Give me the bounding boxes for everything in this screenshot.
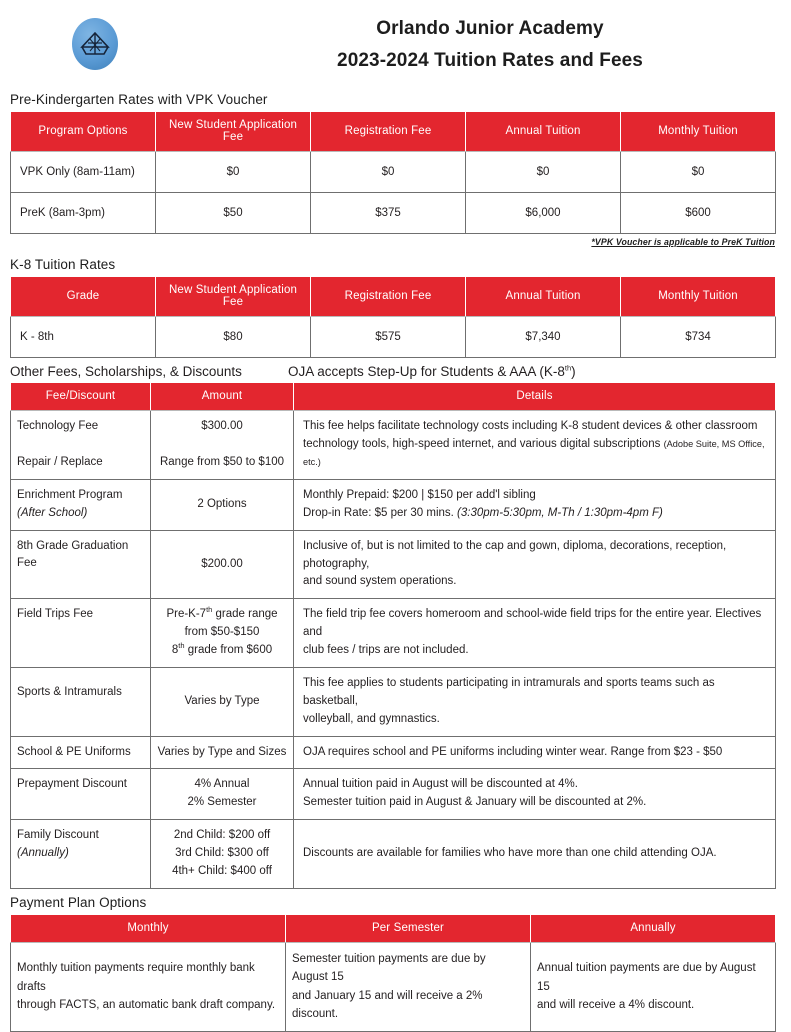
table-row <box>11 193 776 234</box>
other-fees-table <box>10 382 776 888</box>
detail-line1: Annual tuition paid in August will be discounted at 4%. <box>303 778 578 791</box>
scholarship-acceptance-note <box>288 364 576 379</box>
fee-name-line1: Enrichment Program <box>17 489 123 501</box>
table-row <box>11 411 776 480</box>
table-row <box>11 599 776 668</box>
cell-fee-name <box>11 480 151 531</box>
detail-line2-parenthetical: (Adobe Suite, MS Office, etc.) <box>303 439 765 468</box>
fee-name-line1: School & PE Uniforms <box>17 745 131 758</box>
column-header-annual-tuition: Annual Tuition <box>466 277 621 317</box>
cell-annual-tuition: $6,000 <box>466 193 621 234</box>
cell-details <box>294 820 776 889</box>
prek-section-caption: Pre-Kindergarten Rates with VPK Voucher <box>10 92 268 107</box>
cell-application-fee: $80 <box>156 317 311 358</box>
amount-line2: from $50-$150 <box>184 626 260 639</box>
table-row <box>11 668 776 736</box>
cell-details <box>294 530 776 599</box>
plan-line2: and January 15 and will receive a 2% discount. <box>292 989 483 1021</box>
cell-details <box>294 411 776 480</box>
cell-application-fee: $50 <box>156 193 311 234</box>
column-header-monthly-tuition: Monthly Tuition <box>621 112 776 152</box>
k8-section-caption: K-8 Tuition Rates <box>10 257 116 273</box>
amount-line1: $300.00 <box>201 420 243 433</box>
cell-annual-tuition: $0 <box>466 152 621 193</box>
cell-details <box>294 668 776 736</box>
column-header-program-options: Program Options <box>11 112 156 152</box>
document-header <box>0 0 791 92</box>
column-header-annually: Annually <box>531 914 776 942</box>
cell-details <box>294 480 776 531</box>
amount-line2: Range from $50 to $100 <box>159 456 285 469</box>
detail-line1: The field trip fee covers homeroom and school-wide field trips for the entire year. Electives and <box>303 608 762 639</box>
detail-line2 <box>303 436 769 472</box>
amount-line1: 2nd Child: $200 off <box>173 829 271 842</box>
fees-section-caption: Other Fees, Scholarships, & Discounts <box>10 364 242 380</box>
cell-fee-name <box>11 769 151 820</box>
cell-fee-name <box>11 820 151 889</box>
page-title: 2023-2024 Tuition Rates and Fees <box>337 49 643 71</box>
cell-program: PreK (8am-3pm) <box>11 193 156 234</box>
cell-annual-tuition: $7,340 <box>466 317 621 358</box>
detail-line1: OJA requires school and PE uniforms including winter wear. Range from $23 - $50 <box>303 745 723 758</box>
cell-amount <box>151 480 294 531</box>
title-block <box>250 16 730 73</box>
cell-amount <box>151 769 294 820</box>
amount-line1: 4% Annual <box>194 778 250 791</box>
fee-name-line1: Family Discount <box>17 829 99 842</box>
detail-line1: This fee applies to students participating in intramurals and sports teams such as basketball, <box>303 677 715 707</box>
detail-line2-main: Drop-in Rate: $5 per 30 mins. <box>303 506 458 519</box>
table-row <box>11 769 776 820</box>
cell-annual-plan <box>531 942 776 1031</box>
detail-line2: Semester tuition paid in August & January will be discounted at 2%. <box>303 796 647 809</box>
table-row <box>11 942 776 1031</box>
cell-details <box>294 736 776 769</box>
cell-monthly-tuition: $0 <box>621 152 776 193</box>
cell-amount <box>151 530 294 599</box>
cell-fee-name <box>11 599 151 668</box>
amount-line1: Varies by Type and Sizes <box>157 745 287 758</box>
column-header-registration-fee: Registration Fee <box>311 277 466 317</box>
cell-application-fee: $0 <box>156 152 311 193</box>
school-logo-icon <box>72 18 118 70</box>
vpk-footnote: *VPK Voucher is applicable to PreK Tuition <box>591 237 775 248</box>
cell-amount <box>151 668 294 736</box>
fee-name-line2: (After School) <box>17 506 88 519</box>
fees-section-caption-row <box>10 364 791 379</box>
cell-semester-plan <box>286 942 531 1031</box>
cell-grade: K - 8th <box>11 317 156 358</box>
detail-line2-main: technology tools, high-speed internet, and various digital subscriptions <box>303 438 661 451</box>
cell-monthly-tuition: $734 <box>621 317 776 358</box>
detail-line1: Discounts are available for families who have more than one child attending OJA. <box>303 847 717 860</box>
detail-line2: club fees / trips are not included. <box>303 644 469 657</box>
column-header-registration-fee: Registration Fee <box>311 112 466 152</box>
table-row <box>11 480 776 531</box>
table-row <box>11 736 776 769</box>
detail-line1: Monthly Prepaid: $200 | $150 per add'l sibling <box>303 489 536 501</box>
column-header-grade: Grade <box>11 277 156 317</box>
table-row <box>11 317 776 358</box>
detail-line1: Inclusive of, but is not limited to the cap and gown, diploma, decorations, reception, photography, <box>303 539 727 570</box>
amount-line1-pre: Pre-K-7 <box>166 608 207 621</box>
scholarship-note-post: ) <box>571 364 576 380</box>
cell-registration-fee: $575 <box>311 317 466 358</box>
amount-line3: 4th+ Child: $400 off <box>172 864 272 877</box>
scholarship-note-sup: th <box>564 363 572 373</box>
cell-fee-name <box>11 668 151 736</box>
amount-line1-post: grade range <box>212 608 278 621</box>
scholarship-note-pre: OJA accepts Step-Up for Students & AAA (K-8 <box>288 364 565 380</box>
table-header-row <box>11 112 776 152</box>
amount-line3-pre: 8 <box>171 644 179 657</box>
cell-monthly-plan <box>11 942 286 1031</box>
column-header-details: Details <box>294 383 776 411</box>
amount-line1: $200.00 <box>201 557 243 570</box>
cell-registration-fee: $0 <box>311 152 466 193</box>
detail-line2: volleyball, and gymnastics. <box>303 712 440 725</box>
amount-line2: 3rd Child: $300 off <box>175 847 269 860</box>
fee-name-line1: Technology Fee <box>17 420 99 433</box>
detail-line1: This fee helps facilitate technology costs including K-8 student devices & other classroom <box>303 420 758 433</box>
amount-line2: 2% Semester <box>187 796 257 809</box>
column-header-application-fee: New Student Application Fee <box>156 277 311 317</box>
cell-registration-fee: $375 <box>311 193 466 234</box>
plan-line1: Semester tuition payments are due by August 15 <box>292 952 486 984</box>
plan-line1: Annual tuition payments are due by August 15 <box>537 962 756 993</box>
amount-line1: Varies by Type <box>184 694 260 707</box>
cell-program: VPK Only (8am-11am) <box>11 152 156 193</box>
column-header-application-fee: New Student Application Fee <box>156 112 311 152</box>
prek-rates-table <box>10 111 776 234</box>
table-header-row <box>11 914 776 942</box>
cell-amount <box>151 411 294 480</box>
cell-fee-name <box>11 411 151 480</box>
column-header-fee-discount: Fee/Discount <box>11 383 151 411</box>
school-name: Orlando Junior Academy <box>376 18 604 39</box>
cell-amount <box>151 736 294 769</box>
table-row <box>11 530 776 599</box>
cell-fee-name <box>11 736 151 769</box>
detail-line2-hours: (3:30pm-5:30pm, M-Th / 1:30pm-4pm F) <box>457 506 663 519</box>
detail-line2: and sound system operations. <box>303 575 457 588</box>
column-header-per-semester: Per Semester <box>286 914 531 942</box>
table-header-row <box>11 277 776 317</box>
cell-amount <box>151 599 294 668</box>
table-row <box>11 820 776 889</box>
cell-details <box>294 769 776 820</box>
fee-name-line2: (Annually) <box>17 846 69 859</box>
cell-amount <box>151 820 294 889</box>
fee-name-line2: Repair / Replace <box>17 456 103 469</box>
fee-name-line1: Prepayment Discount <box>17 778 127 791</box>
column-header-monthly-tuition: Monthly Tuition <box>621 277 776 317</box>
payment-plan-table <box>10 914 776 1032</box>
amount-line3-post: grade from $600 <box>184 644 273 657</box>
column-header-amount: Amount <box>151 383 294 411</box>
detail-line2 <box>303 505 769 523</box>
fee-name-line1: Sports & Intramurals <box>17 685 122 698</box>
fee-name-line1: Field Trips Fee <box>17 608 94 621</box>
payment-plan-caption: Payment Plan Options <box>10 894 147 910</box>
amount-line1-sup: th <box>206 605 213 615</box>
amount-line1 <box>155 606 289 624</box>
cell-details <box>294 599 776 668</box>
cell-fee-name <box>11 530 151 599</box>
column-header-monthly: Monthly <box>11 914 286 942</box>
column-header-annual-tuition: Annual Tuition <box>466 112 621 152</box>
plan-line1: Monthly tuition payments require monthly bank drafts <box>17 962 255 993</box>
table-header-row <box>11 383 776 411</box>
k8-rates-table <box>10 276 776 358</box>
amount-line3 <box>155 642 289 660</box>
amount-line1: 2 Options <box>197 497 247 510</box>
amount-line3-sup: th <box>178 641 185 651</box>
cell-monthly-tuition: $600 <box>621 193 776 234</box>
fee-name-line1: 8th Grade Graduation Fee <box>17 539 129 570</box>
plan-line2: through FACTS, an automatic bank draft company. <box>17 998 276 1011</box>
table-row <box>11 152 776 193</box>
plan-line2: and will receive a 4% discount. <box>537 998 695 1011</box>
